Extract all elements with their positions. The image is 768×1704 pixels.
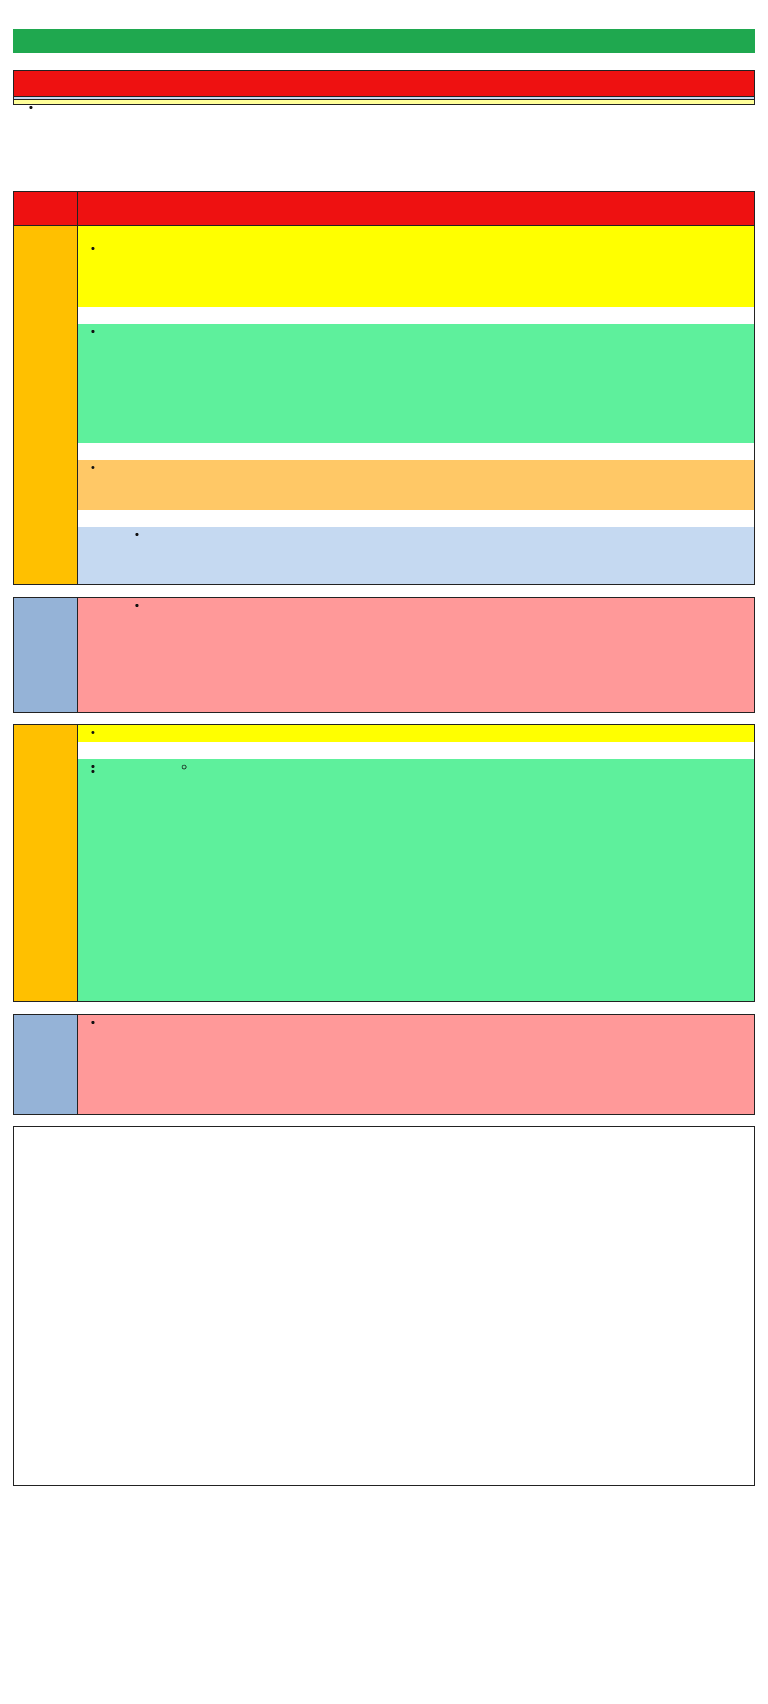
lunch-pre: [78, 725, 754, 742]
menu-header: [13, 191, 755, 226]
meal-afternoon-snack: [13, 1014, 755, 1115]
breakfast-addon: [78, 460, 754, 510]
breakfast-drink: [78, 527, 754, 584]
meal-breakfast: [13, 225, 755, 585]
options-column-header: [78, 192, 754, 225]
snack1-content: [78, 598, 754, 712]
page-title: [13, 29, 755, 53]
meal-dinner: [13, 1126, 755, 1486]
meal-lunch: [13, 724, 755, 1002]
breakfast-pre: [78, 226, 754, 307]
meal-column-header: [14, 192, 78, 225]
snack2-content: [78, 1015, 754, 1114]
meal-name: [14, 1015, 78, 1114]
meal-second-breakfast: [13, 597, 755, 713]
meal-name: [14, 725, 78, 1001]
meal-name: [14, 598, 78, 712]
lunch-main: [78, 759, 754, 1001]
lecithin-row: [14, 99, 754, 104]
breakfast-main: [78, 324, 754, 443]
meal-name: [14, 226, 78, 584]
general-recommendations: [13, 70, 755, 105]
general-heading: [14, 71, 754, 96]
